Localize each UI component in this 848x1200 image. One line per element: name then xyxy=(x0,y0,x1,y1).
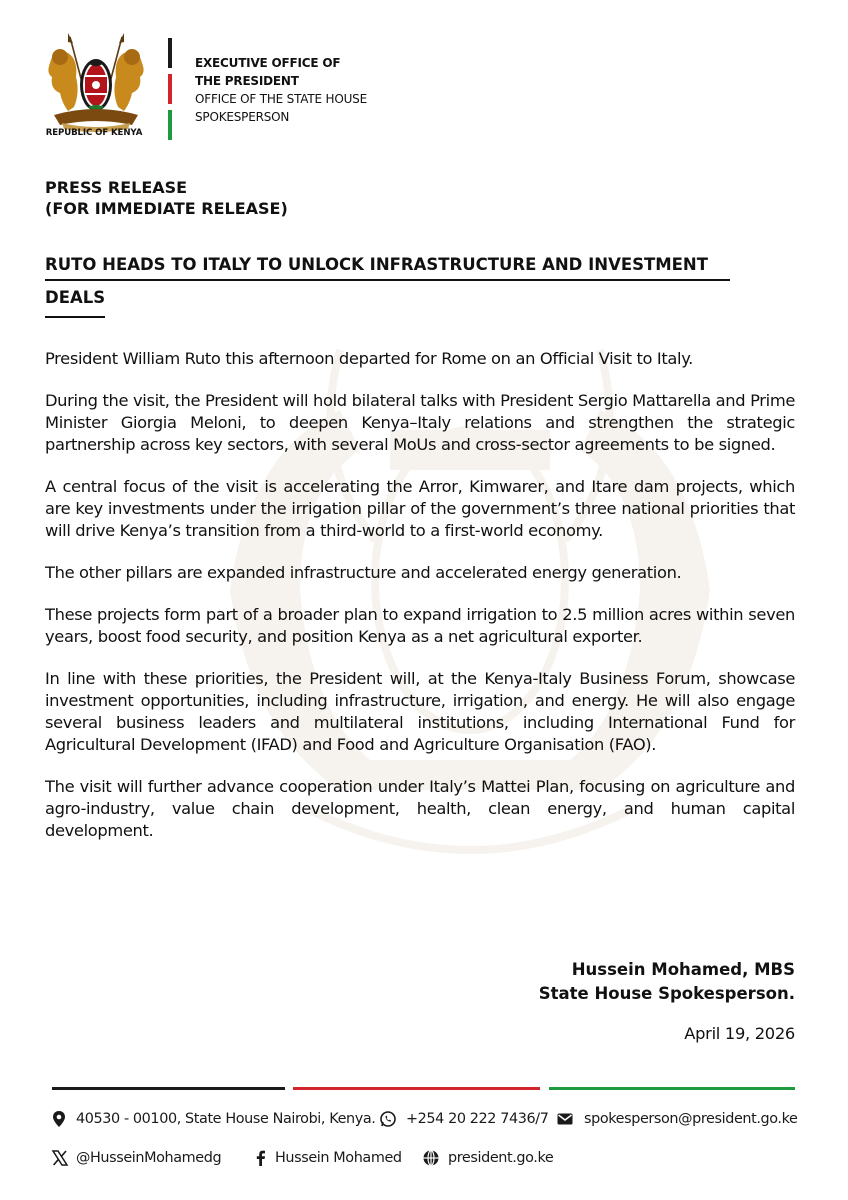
footer-contact-row xyxy=(0,1110,848,1130)
paragraph: The other pillars are expanded infrastructure and accelerated energy generation. xyxy=(45,563,682,582)
footer-address: 40530 - 00100, State House Nairobi, Kenya. xyxy=(76,1111,376,1127)
globe-icon xyxy=(422,1149,440,1167)
kenya-coat-of-arms-logo xyxy=(40,33,152,137)
paragraph: A central focus of the visit is accelerating the Arror, Kimwarer, and Itare dam projects, which are key investments under the irrigation pillar of the government’s three national priorities that will drive Kenya’s transition from a third-world to a first-world economy. xyxy=(45,477,795,540)
x-logo-icon xyxy=(51,1149,69,1167)
signatory-title: State House Spokesperson. xyxy=(538,984,795,1003)
paragraph: In line with these priorities, the President will, at the Kenya-Italy Business Forum, showcase investment opportunities, including infrastructure, irrigation, and energy. He will also engage several business leaders and multilateral institutions, including International Fund for Agricultural Development (IFAD) and Food and Agriculture Organisation (FAO). xyxy=(45,669,795,754)
envelope-icon xyxy=(556,1110,574,1128)
office-title-block xyxy=(195,54,367,126)
footer-facebook: Hussein Mohamed xyxy=(275,1150,402,1166)
headline-line-1: RUTO HEADS TO ITALY TO UNLOCK INFRASTRUCTURE AND INVESTMENT xyxy=(45,255,708,274)
paragraph: These projects form part of a broader plan to expand irrigation to 2.5 million acres within seven years, boost food security, and position Kenya as a net agricultural exporter. xyxy=(45,605,795,646)
office-line-4: SPOKESPERSON xyxy=(195,110,290,124)
footer-website: president.go.ke xyxy=(448,1150,554,1166)
paragraph: During the visit, the President will hold bilateral talks with President Sergio Mattarella and Prime Minister Giorgia Meloni, to deepen Kenya–Italy relations and strengthen the strategic partnership across key sectors, with several MoUs and cross-sector agreements to be signed. xyxy=(45,391,795,454)
footer-rule-black xyxy=(52,1087,285,1090)
footer-social-row xyxy=(0,1149,848,1169)
release-date: April 19, 2026 xyxy=(684,1024,795,1043)
header-accent-red xyxy=(168,74,172,104)
immediate-release-note: (FOR IMMEDIATE RELEASE) xyxy=(45,199,288,218)
republic-of-kenya-caption: REPUBLIC OF KENYA xyxy=(45,128,143,138)
whatsapp-icon xyxy=(379,1110,397,1128)
footer-email: spokesperson@president.go.ke xyxy=(584,1111,798,1127)
paragraph: The visit will further advance cooperation under Italy’s Mattei Plan, focusing on agriculture and agro-industry, value chain development, health, clean energy, and human capital development. xyxy=(45,777,795,840)
headline-underline-1 xyxy=(45,279,730,281)
location-pin-icon xyxy=(50,1110,68,1128)
release-body xyxy=(45,348,795,862)
facebook-icon xyxy=(252,1149,270,1167)
footer-rule-red xyxy=(293,1087,540,1090)
press-release-title: PRESS RELEASE xyxy=(45,178,188,197)
header-accent-green xyxy=(168,110,172,140)
headline-underline-2 xyxy=(45,316,105,318)
header-accent-black xyxy=(168,38,172,68)
office-line-3: OFFICE OF THE STATE HOUSE xyxy=(195,92,367,106)
footer-x-handle: @HusseinMohamedg xyxy=(76,1150,222,1166)
footer-rule-green xyxy=(549,1087,795,1090)
signature-block xyxy=(539,958,795,1006)
headline-line-2: DEALS xyxy=(45,288,106,307)
paragraph: President William Ruto this afternoon departed for Rome on an Official Visit to Italy. xyxy=(45,349,694,368)
office-line-1: EXECUTIVE OFFICE OF xyxy=(195,56,341,70)
footer-phone: +254 20 222 7436/7 xyxy=(406,1111,549,1127)
signatory-name: Hussein Mohamed, MBS xyxy=(571,960,795,979)
office-line-2: THE PRESIDENT xyxy=(195,74,299,88)
press-release-label xyxy=(45,177,288,219)
